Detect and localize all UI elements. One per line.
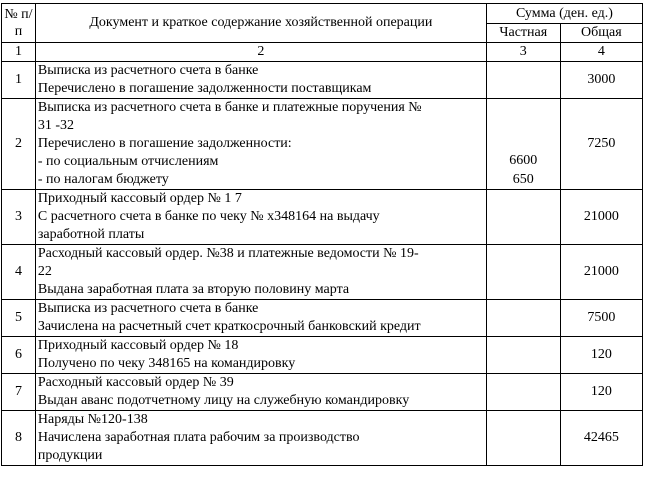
header-description: Документ и краткое содержание хозяйственной операции bbox=[35, 4, 486, 43]
row-total-sum: 7250 bbox=[560, 99, 642, 190]
index-cell: 2 bbox=[35, 43, 486, 62]
row-total-sum: 3000 bbox=[560, 62, 642, 99]
description-line: Перечислено в погашение задолженности поставщикам bbox=[37, 81, 372, 96]
row-description bbox=[35, 245, 486, 300]
row-description bbox=[35, 411, 486, 466]
index-cell: 4 bbox=[560, 43, 642, 62]
row-description bbox=[35, 190, 486, 245]
row-number: 5 bbox=[2, 300, 36, 337]
header-sum: Сумма (ден. ед.) bbox=[486, 4, 642, 24]
table-row bbox=[2, 190, 643, 245]
index-cell: 3 bbox=[486, 43, 560, 62]
description-line: Наряды №120-138 bbox=[37, 412, 148, 427]
description-line: 22 bbox=[37, 264, 52, 279]
row-total-sum: 21000 bbox=[560, 190, 642, 245]
description-line: Выписка из расчетного счета в банке bbox=[37, 63, 259, 78]
table-body bbox=[2, 62, 643, 466]
description-line: Приходный кассовый ордер № 18 bbox=[37, 338, 239, 353]
partial-value: 6600 bbox=[509, 153, 538, 168]
description-line: Получено по чеку 348165 на командировку bbox=[37, 356, 296, 371]
description-line: 31 -32 bbox=[37, 118, 75, 133]
row-partial-sum bbox=[486, 337, 560, 374]
row-total-sum: 42465 bbox=[560, 411, 642, 466]
description-line: Выписка из расчетного счета в банке и платежные поручения № bbox=[37, 100, 422, 115]
table-row bbox=[2, 245, 643, 300]
row-total-sum: 7500 bbox=[560, 300, 642, 337]
row-number: 7 bbox=[2, 374, 36, 411]
description-line: заработной платы bbox=[37, 227, 145, 242]
description-line: Начислена заработная плата рабочим за производство bbox=[37, 430, 360, 445]
row-description bbox=[35, 62, 486, 99]
table-row bbox=[2, 374, 643, 411]
row-partial-sum bbox=[486, 411, 560, 466]
description-line: Выписка из расчетного счета в банке bbox=[37, 301, 259, 316]
description-line: С расчетного счета в банке по чеку № х348164 на выдачу bbox=[37, 209, 380, 224]
row-total-sum: 21000 bbox=[560, 245, 642, 300]
row-number: 6 bbox=[2, 337, 36, 374]
description-line: Выдана заработная плата за вторую половину марта bbox=[37, 282, 350, 297]
row-partial-sum bbox=[486, 99, 560, 190]
description-line: Выдан аванс подотчетному лицу на служебную командировку bbox=[37, 393, 410, 408]
row-description bbox=[35, 99, 486, 190]
description-line: Приходный кассовый ордер № 1 7 bbox=[37, 191, 242, 206]
row-total-sum: 120 bbox=[560, 374, 642, 411]
row-partial-sum bbox=[486, 300, 560, 337]
row-description bbox=[35, 337, 486, 374]
table-row bbox=[2, 62, 643, 99]
description-line: Расходный кассовый ордер. №38 и платежные ведомости № 19- bbox=[37, 246, 419, 261]
description-line: Перечислено в погашение задолженности: bbox=[37, 136, 292, 151]
row-description bbox=[35, 374, 486, 411]
header-num: № п/п bbox=[2, 4, 36, 43]
table-row bbox=[2, 300, 643, 337]
table-row bbox=[2, 337, 643, 374]
row-number: 3 bbox=[2, 190, 36, 245]
header-total: Общая bbox=[560, 24, 642, 43]
description-line: Зачислена на расчетный счет краткосрочный банковский кредит bbox=[37, 319, 421, 334]
row-number: 4 bbox=[2, 245, 36, 300]
partial-value: 650 bbox=[512, 172, 534, 187]
table-row bbox=[2, 99, 643, 190]
index-cell: 1 bbox=[2, 43, 36, 62]
description-line: - по налогам бюджету bbox=[37, 172, 169, 187]
row-total-sum: 120 bbox=[560, 337, 642, 374]
index-row bbox=[2, 43, 643, 62]
description-line: продукции bbox=[37, 448, 103, 463]
row-partial-sum bbox=[486, 62, 560, 99]
description-line: Расходный кассовый ордер № 39 bbox=[37, 375, 234, 390]
row-number: 8 bbox=[2, 411, 36, 466]
table-row bbox=[2, 411, 643, 466]
row-number: 1 bbox=[2, 62, 36, 99]
row-description bbox=[35, 300, 486, 337]
row-number: 2 bbox=[2, 99, 36, 190]
row-partial-sum bbox=[486, 374, 560, 411]
description-line: - по социальным отчислениям bbox=[37, 154, 219, 169]
row-partial-sum bbox=[486, 190, 560, 245]
header-partial: Частная bbox=[486, 24, 560, 43]
header-row bbox=[2, 4, 643, 24]
row-partial-sum bbox=[486, 245, 560, 300]
operations-table bbox=[1, 3, 643, 466]
